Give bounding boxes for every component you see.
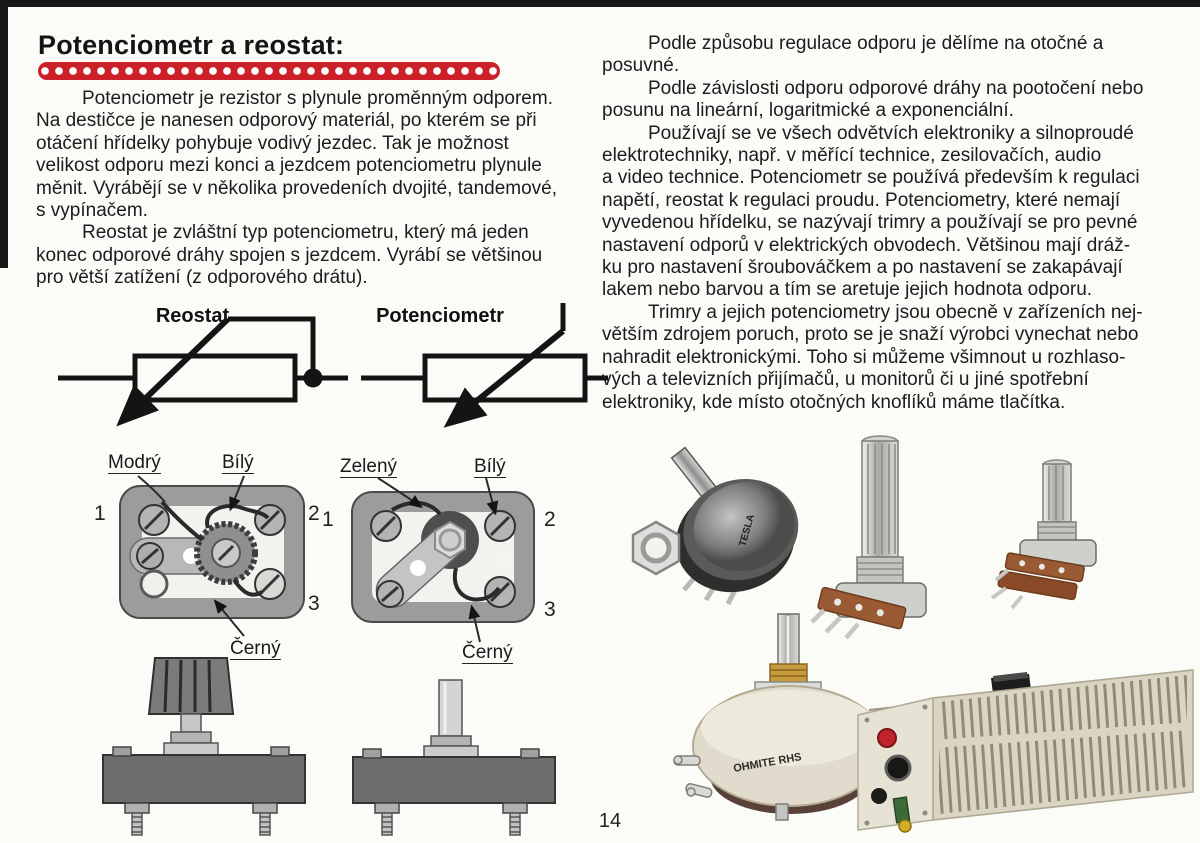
text-line: posunu na lineární, logaritmické a exponenciální.: [602, 100, 1014, 122]
scan-border-top: [0, 0, 1200, 7]
knurled-shaft: [1043, 464, 1071, 522]
text-line: Trimry a jejich potenciometry jsou obecně v zařízeních nej-: [648, 301, 1143, 323]
text-line: napětí, reostat k regulaci proudu. Potenciometry, které nemají: [602, 189, 1121, 211]
text-line: vyvedenou hřídelku, se nazývají trimry a používají se pro pevné: [602, 212, 1138, 234]
wire-label-white: Bílý: [474, 456, 506, 477]
left-column-text: [36, 88, 611, 290]
text-line: s vypínačem.: [36, 200, 148, 222]
pin-1-label: 1: [94, 502, 106, 525]
diagram-rheostat-art: [92, 450, 327, 665]
sideview-with-knob: [103, 658, 305, 835]
text-line: ku pro nastavení šroubováčkem a po nastavení se zakapávají: [602, 257, 1123, 279]
text-line: Používají se ve všech odvětvích elektroniky a silnoproudé: [648, 122, 1134, 144]
pin-2-label: 2: [308, 502, 320, 525]
text-line: pro větší zatížení (z odporového drátu).: [36, 267, 368, 289]
text-line: vých a televizních přijímačů, u monitorů či u jiné spotřební: [602, 369, 1089, 391]
yellow-terminal: [899, 820, 911, 832]
brand-text: OHMITE RHS: [732, 751, 803, 775]
text-line: a video technice. Potenciometr se používá především k regulaci: [602, 167, 1140, 189]
text-line: Podle způsobu regulace odporu je dělíme na otočné a: [648, 33, 1104, 54]
pin-3-label: 3: [544, 598, 556, 621]
photo-slide-rheostat: [843, 620, 1197, 838]
pin-1-label: 1: [322, 508, 334, 531]
brand-text: TESLA: [737, 513, 758, 548]
red-terminal: [878, 729, 896, 747]
pin-2-label: 2: [544, 508, 556, 531]
diagram-potentiometer-internal: [322, 450, 564, 670]
wire-label-black: Černý: [462, 642, 513, 663]
sideview-plain-shaft: [353, 680, 555, 835]
text-line: nastavení odporů v elektrických obvodech. Většinou mají dráž-: [602, 234, 1131, 256]
text-line: měnit. Vyrábějí se v několika provedeních dvojité, tandemové,: [36, 177, 558, 199]
text-line: Na destičce je nanesen odporový materiál, po kterém se při: [36, 110, 537, 132]
text-line: posuvné.: [602, 55, 680, 77]
text-line: otáčení hřídelky pohybuje vodivý jezdec. Tak je možnost: [36, 132, 509, 154]
text-line: větším zdrojem poruch, proto se je snaží výrobci vynechat nebo: [602, 324, 1139, 346]
photo-stereo-potentiometer: [978, 458, 1130, 613]
wire-label-green: Zelený: [340, 456, 398, 477]
page-title: Potenciometr a reostat:: [38, 30, 345, 60]
photo-tesla-potentiometer: [618, 438, 818, 610]
pin-3-label: 3: [308, 592, 320, 615]
center-hole: [886, 756, 910, 780]
text-line: konec odporové dráhy spojen s jezdcem. Vyrábí se většinou: [36, 244, 543, 266]
text-line: elektroniky, kde místo otočných knoflíků máme tlačítka.: [602, 391, 1066, 413]
wire-label-white: Bílý: [222, 452, 254, 473]
wire-label-black: Černý: [230, 638, 281, 659]
right-column-text: [602, 33, 1198, 414]
potentiometer-sideview-drawings: [95, 652, 565, 837]
hex-nut: [633, 522, 679, 574]
potenciometr-symbol-caption: Potenciometr: [376, 305, 504, 327]
schematic-symbols-figure: [36, 303, 611, 435]
text-line: nahradit elektronickými. Toho si můžeme všimnout u rozhlaso-: [602, 346, 1126, 368]
red-dotted-rule: [38, 62, 500, 80]
gear-wheel: [197, 524, 255, 582]
brass-bushing: [770, 664, 807, 684]
pot-body: [662, 466, 813, 606]
text-line: Potenciometr je rezistor s plynule proměnným odporem.: [82, 88, 553, 109]
green-terminal: [893, 797, 909, 823]
text-line: lakem nebo barvou a tím se aretuje jejich hodnota odporu.: [602, 279, 1093, 301]
diagram-rheostat-internal: [92, 450, 327, 665]
reostat-symbol-caption: Reostat: [155, 305, 230, 327]
potenciometr-symbol: [361, 303, 608, 421]
diagram-potentiometer-art: [322, 450, 564, 670]
threaded-bushing: [857, 557, 903, 583]
text-line: Reostat je zvláštní typ potenciometru, který má jeden: [82, 222, 529, 244]
text-line: Podle závislosti odporu odporové dráhy na pootočení nebo: [648, 77, 1144, 99]
reostat-symbol: [58, 319, 348, 419]
page-number: 14: [598, 810, 622, 832]
scan-border-left: [0, 0, 8, 268]
black-terminal: [871, 788, 887, 804]
text-line: velikost odporu mezi konci a jezdcem potenciometru plynule: [36, 155, 542, 177]
text-line: elektrotechniky, např. v měřící technice, zesilovačích, audio: [602, 145, 1102, 167]
wire-label-blue: Modrý: [108, 452, 161, 473]
